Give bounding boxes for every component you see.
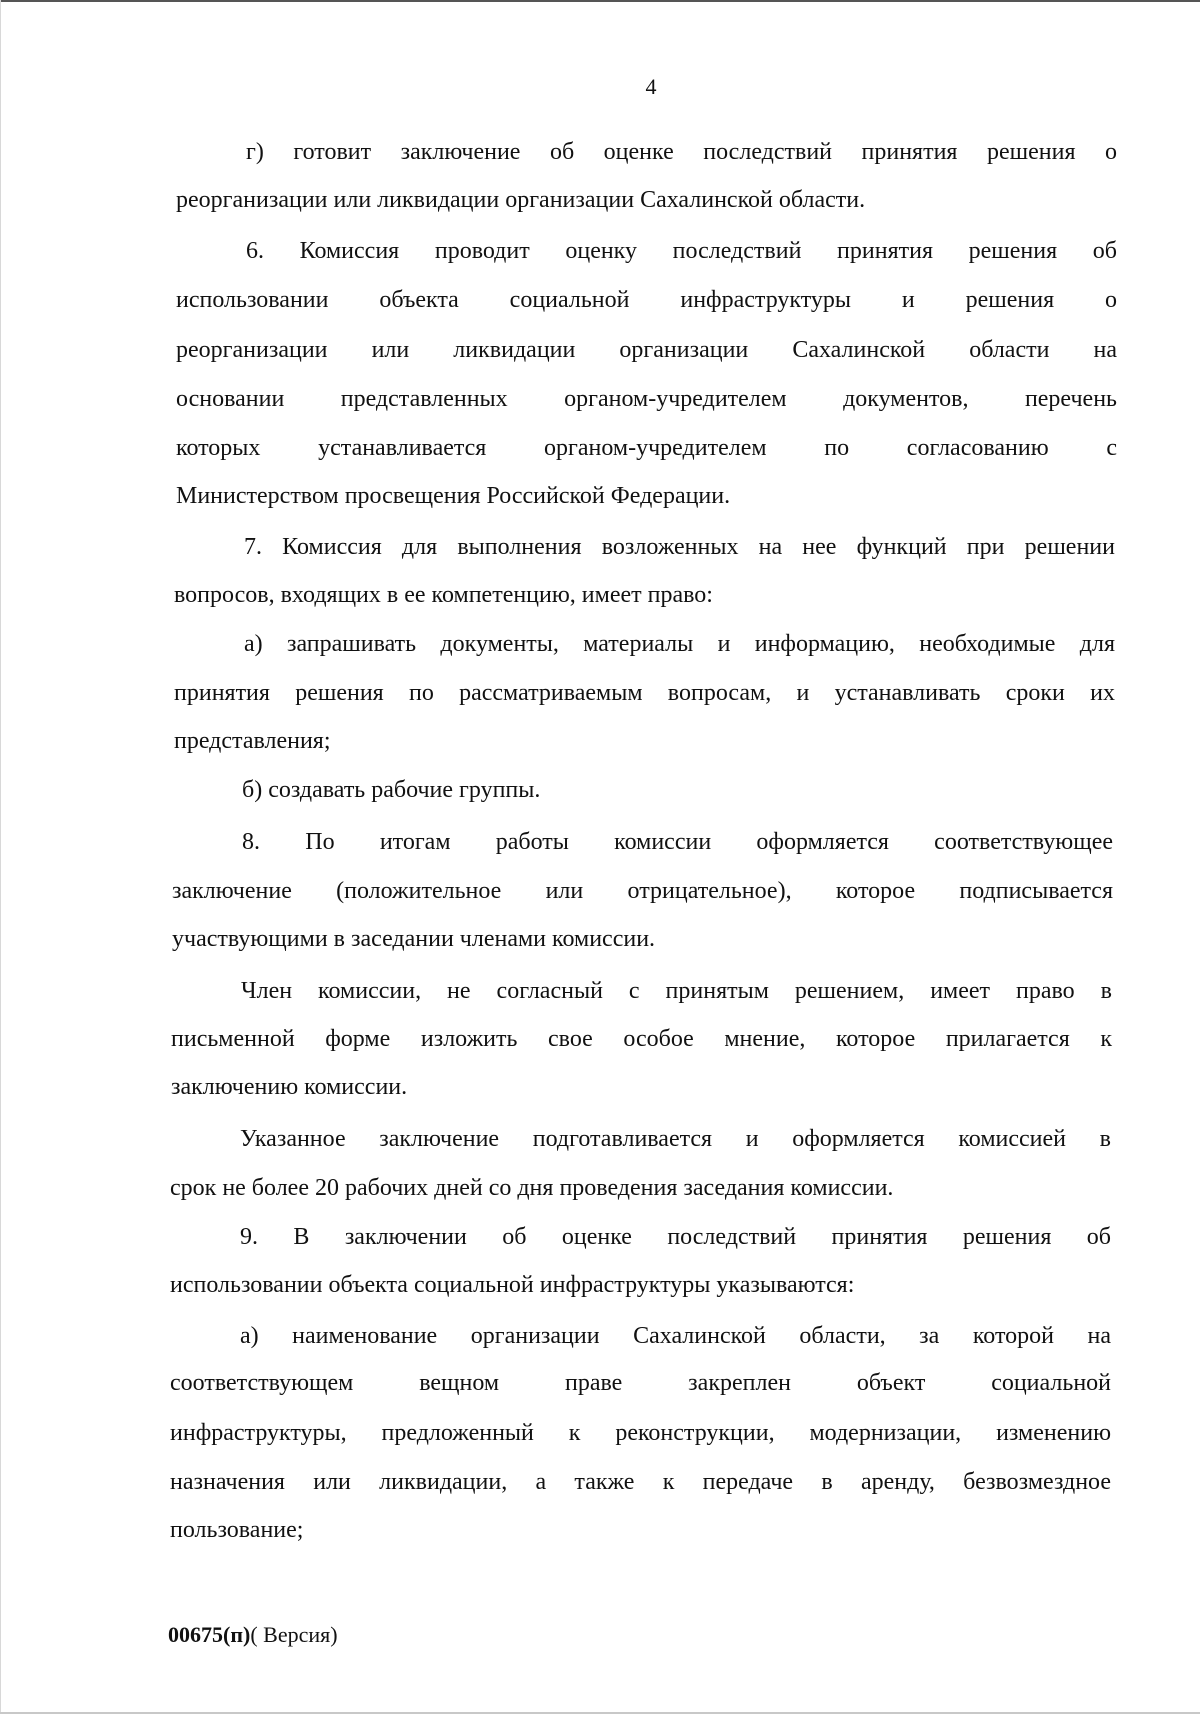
text-line: заключению комиссии.	[171, 1074, 408, 1100]
text-line: срок не более 20 рабочих дней со дня проведения заседания комиссии.	[170, 1175, 894, 1201]
page-number: 4	[645, 74, 657, 99]
text-line: 6. Комиссия проводит оценку последствий принятия решения об	[246, 238, 1117, 264]
text-line: реорганизации или ликвидации организации Сахалинской области.	[176, 187, 866, 213]
text-line: пользование;	[170, 1517, 304, 1543]
text-line: Член комиссии, не согласный с принятым решением, имеет право в	[241, 978, 1112, 1004]
text-line: назначения или ликвидации, а также к передаче в аренду, безвозмездное	[170, 1469, 1111, 1495]
text-line: представления;	[174, 728, 331, 754]
text-line: б) создавать рабочие группы.	[242, 777, 541, 803]
text-line: соответствующем вещном праве закреплен объект социальной	[170, 1370, 1111, 1396]
text-line: участвующими в заседании членами комиссии.	[172, 926, 656, 952]
text-line: 8. По итогам работы комиссии оформляется соответствующее	[242, 829, 1113, 855]
text-line: Министерством просвещения Российской Федерации.	[176, 483, 731, 509]
document-footer	[168, 1620, 338, 1650]
text-line: реорганизации или ликвидации организации Сахалинской области на	[176, 337, 1117, 363]
text-line: заключение (положительное или отрицательное), которое подписывается	[172, 878, 1113, 904]
text-line: принятия решения по рассматриваемым вопросам, и устанавливать сроки их	[174, 680, 1115, 706]
text-line: а) запрашивать документы, материалы и информацию, необходимые для	[244, 631, 1115, 657]
text-line: г) готовит заключение об оценке последствий принятия решения о	[246, 139, 1117, 165]
text-line: инфраструктуры, предложенный к реконструкции, модернизации, изменению	[170, 1420, 1111, 1446]
document-code: 00675(п)	[168, 1622, 251, 1647]
text-line: письменной форме изложить свое особое мнение, которое прилагается к	[171, 1026, 1112, 1052]
text-line: 7. Комиссия для выполнения возложенных на нее функций при решении	[244, 534, 1115, 560]
text-line: Указанное заключение подготавливается и оформляется комиссией в	[240, 1126, 1111, 1152]
text-line: использовании объекта социальной инфраструктуры и решения о	[176, 287, 1117, 313]
text-line: использовании объекта социальной инфраструктуры указываются:	[170, 1272, 855, 1298]
text-line: вопросов, входящих в ее компетенцию, имеет право:	[174, 582, 713, 608]
text-line: 9. В заключении об оценке последствий принятия решения об	[240, 1224, 1111, 1250]
document-version: ( Версия)	[250, 1622, 338, 1647]
text-line: а) наименование организации Сахалинской области, за которой на	[240, 1323, 1111, 1349]
text-line: которых устанавливается органом-учредителем по согласованию с	[176, 435, 1117, 461]
text-line: основании представленных органом-учредителем документов, перечень	[176, 386, 1117, 412]
